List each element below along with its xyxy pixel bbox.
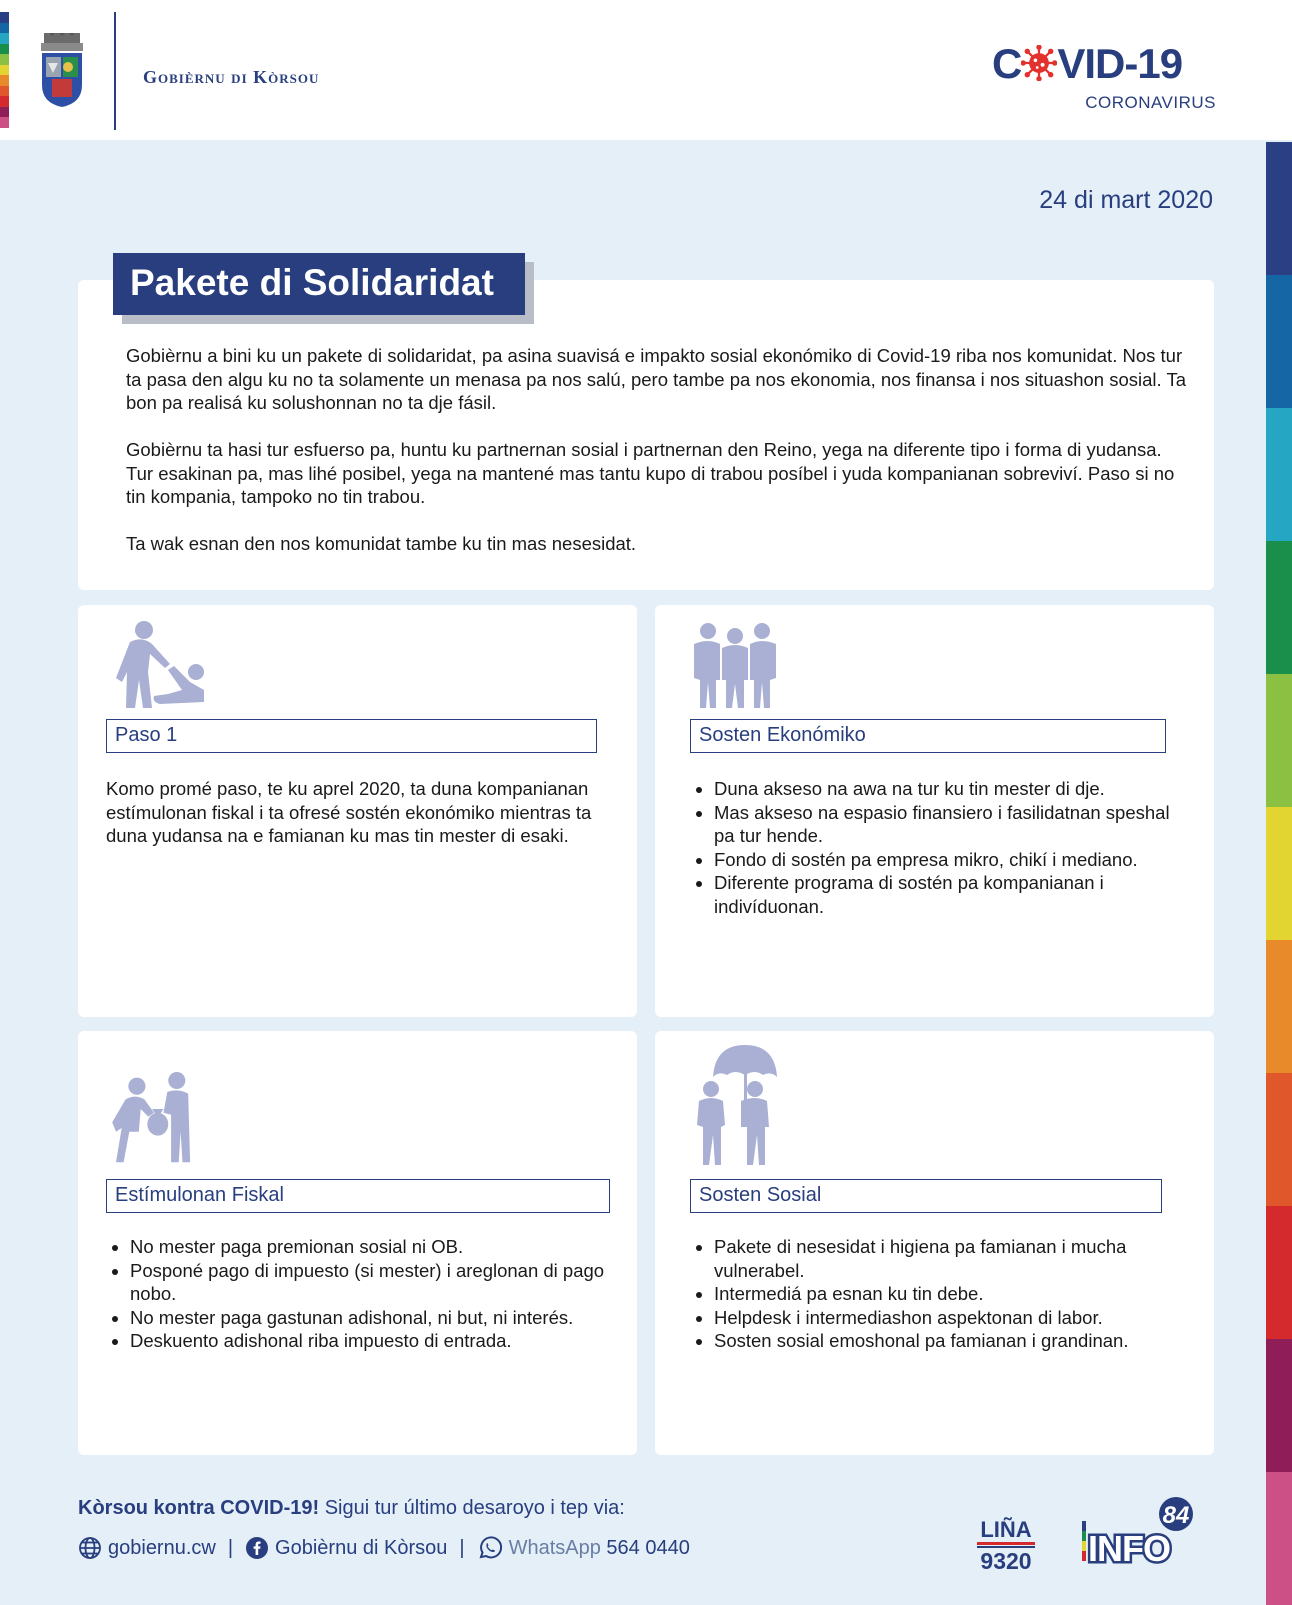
logo-subtitle: CORONAVIRUS — [1085, 93, 1216, 112]
covid-logo — [992, 40, 1216, 120]
date: 24 di mart 2020 — [1039, 186, 1213, 214]
list-item: • Mas akseso na espasio finansiero i fasilidatnan speshal pa tur hende. — [714, 801, 1180, 848]
whatsapp-icon — [477, 1535, 503, 1561]
list-item: • Duna akseso na awa na tur ku tin mester di dje. — [714, 777, 1180, 801]
card-label: Estímulonan Fiskal — [106, 1179, 610, 1213]
coat-of-arms-icon — [38, 33, 86, 107]
card-list — [690, 1235, 1180, 1353]
card-label: Paso 1 — [106, 719, 597, 753]
list-item: • No mester paga premionan sosial ni OB. — [130, 1235, 626, 1259]
color-stripes-left — [0, 12, 9, 128]
list-item: • No mester paga gastunan adishonal, ni but, ni interés. — [130, 1306, 626, 1330]
whatsapp-number[interactable]: 564 0440 — [606, 1536, 690, 1559]
info-84-logo — [1082, 1497, 1197, 1569]
footer-title-rest: Sigui tur último desaroyo i tep via: — [319, 1497, 625, 1519]
card-list — [690, 777, 1180, 918]
group-icon — [690, 620, 780, 710]
intro-text — [126, 344, 1186, 579]
umbrella-icon — [693, 1043, 783, 1168]
footer-title-bold: Kòrsou kontra COVID-19! — [78, 1497, 320, 1519]
lina-9320-logo — [975, 1515, 1037, 1573]
list-item: • Posponé pago di impuesto (si mester) i areglonan di pago nobo. — [130, 1259, 626, 1306]
facebook-icon — [245, 1536, 269, 1560]
card-text: Komo promé paso, te ku aprel 2020, ta duna kompanianan estímulonan fiskal i ta ofresé sostén ekonómiko mientras ta duna yudansa na e famianan ku mas tin mester di esaki. — [106, 778, 592, 846]
government-name: Gobièrnu di Kòrsou — [143, 67, 320, 87]
list-item: • Fondo di sostén pa empresa mikro, chikí i mediano. — [714, 848, 1180, 872]
helping-hand-icon — [108, 620, 208, 710]
card-label: Sosten Ekonómiko — [690, 719, 1166, 753]
whatsapp-label: WhatsApp — [508, 1536, 601, 1559]
list-item: • Intermediá pa esnan ku tin debe. — [714, 1282, 1180, 1306]
card-sosten-ekonomiko — [655, 605, 1214, 1017]
list-item: • Helpdesk i intermediashon aspektonan di labor. — [714, 1306, 1180, 1330]
footer-title — [78, 1497, 625, 1520]
logo-prefix: C — [992, 40, 1022, 87]
globe-icon — [78, 1536, 102, 1560]
facebook-link[interactable]: Gobièrnu di Kòrsou — [275, 1536, 448, 1559]
separator: | — [459, 1536, 465, 1559]
footer-links — [78, 1535, 690, 1561]
info-number-text: 84 — [1162, 1502, 1190, 1529]
color-stripes-right — [1266, 142, 1292, 1600]
card-estimulonan-fiskal — [78, 1031, 637, 1455]
list-item: • Deskuento adishonal riba impuesto di entrada. — [130, 1329, 626, 1353]
card-paso-1 — [78, 605, 637, 1017]
header-divider — [114, 12, 116, 130]
lina-number-text: 9320 — [980, 1548, 1032, 1573]
money-bag-icon — [104, 1071, 204, 1166]
lina-top-text: LIÑA — [980, 1517, 1032, 1542]
list-item: • Diferente programa di sostén pa kompanianan i indivíduonan. — [714, 871, 1180, 918]
intro-paragraph: Ta wak esnan den nos komunidat tambe ku tin mas nesesidat. — [126, 533, 637, 554]
website-link[interactable]: gobiernu.cw — [108, 1536, 216, 1559]
page-title: Pakete di Solidaridat — [113, 253, 525, 315]
intro-paragraph: Gobièrnu ta hasi tur esfuerso pa, huntu ku partnernan sosial i partnernan den Reino, yega na diferente tipo i forma di yudansa. Tur esakinan pa, mas lihé posibel, yega na mantené mas tantu kupo di trabou posíbel i yuda kompanianan sobreviví. Paso si no tin kompania, tampoko no tin trabou. — [126, 439, 1175, 507]
list-item: • Pakete di nesesidat i higiena pa famianan i mucha vulnerabel. — [714, 1235, 1180, 1282]
coronavirus-icon — [1021, 45, 1057, 81]
list-item: • Sosten sosial emoshonal pa famianan i grandinan. — [714, 1329, 1180, 1353]
separator: | — [227, 1536, 234, 1559]
card-label: Sosten Sosial — [690, 1179, 1162, 1213]
info-text: INFO — [1088, 1528, 1170, 1569]
card-sosten-sosial — [655, 1031, 1214, 1455]
header — [0, 0, 1292, 140]
intro-paragraph: Gobièrnu a bini ku un pakete di solidaridat, pa asina suavisá e impakto sosial ekonómiko di Covid-19 riba nos komunidat. Nos tur ta pasa den algu ku no ta solamente un menasa pa nos salú, pero tambe pa nos ekonomia, nos finansa i nos situashon sosial. Ta bon pa realisá ku solushonnan no ta dje fásil. — [126, 345, 1186, 413]
card-list — [106, 1235, 626, 1353]
logo-suffix: VID-19 — [1057, 40, 1183, 87]
